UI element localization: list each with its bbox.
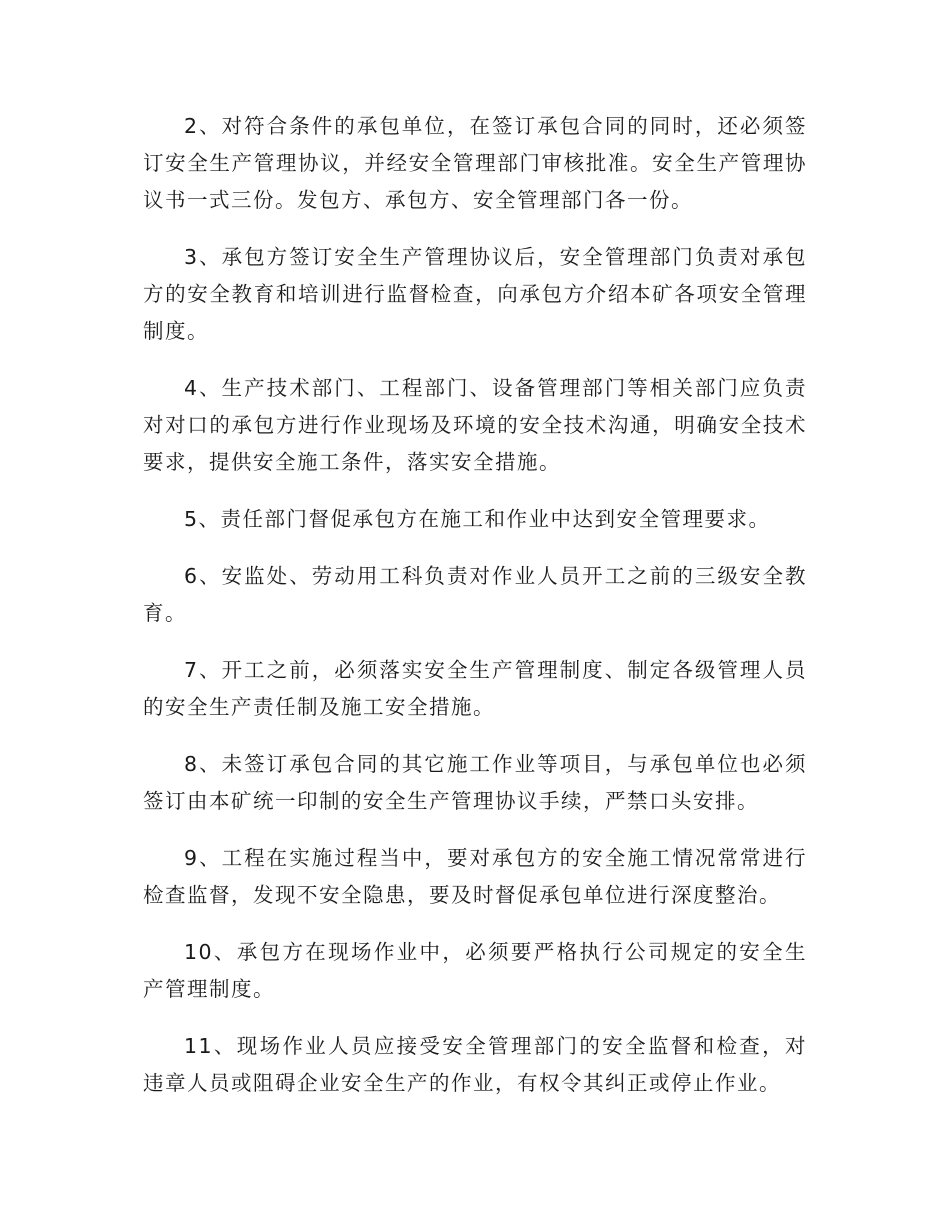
paragraph-item-10: 10、承包方在现场作业中，必须要严格执行公司规定的安全生产管理制度。	[143, 940, 807, 1001]
paragraph-item-6: 6、安监处、劳动用工科负责对作业人员开工之前的三级安全教育。	[143, 564, 807, 625]
paragraph-item-11: 11、现场作业人员应接受安全管理部门的安全监督和检查，对违章人员或阻碍企业安全生产的作业，有权令其纠正或停止作业。	[143, 1034, 807, 1095]
document-body	[143, 108, 807, 1122]
paragraph-item-7: 7、开工之前，必须落实安全生产管理制度、制定各级管理人员的安全生产责任制及施工安全措施。	[143, 658, 807, 719]
paragraph-item-5: 5、责任部门督促承包方在施工和作业中达到安全管理要求。	[184, 507, 771, 531]
paragraph-item-8: 8、未签订承包合同的其它施工作业等项目，与承包单位也必须签订由本矿统一印制的安全生产管理协议手续，严禁口头安排。	[143, 752, 807, 813]
paragraph-item-2: 2、对符合条件的承包单位，在签订承包合同的同时，还必须签订安全生产管理协议，并经安全管理部门审核批准。安全生产管理协议书一式三份。发包方、承包方、安全管理部门各一份。	[143, 114, 807, 212]
paragraph-item-4: 4、生产技术部门、工程部门、设备管理部门等相关部门应负责对对口的承包方进行作业现场及环境的安全技术沟通，明确安全技术要求，提供安全施工条件，落实安全措施。	[143, 376, 807, 474]
paragraph-item-3: 3、承包方签订安全生产管理协议后，安全管理部门负责对承包方的安全教育和培训进行监督检查，向承包方介绍本矿各项安全管理制度。	[143, 245, 807, 343]
paragraph-item-9: 9、工程在实施过程当中，要对承包方的安全施工情况常常进行检查监督，发现不安全隐患，要及时督促承包单位进行深度整治。	[143, 846, 807, 907]
